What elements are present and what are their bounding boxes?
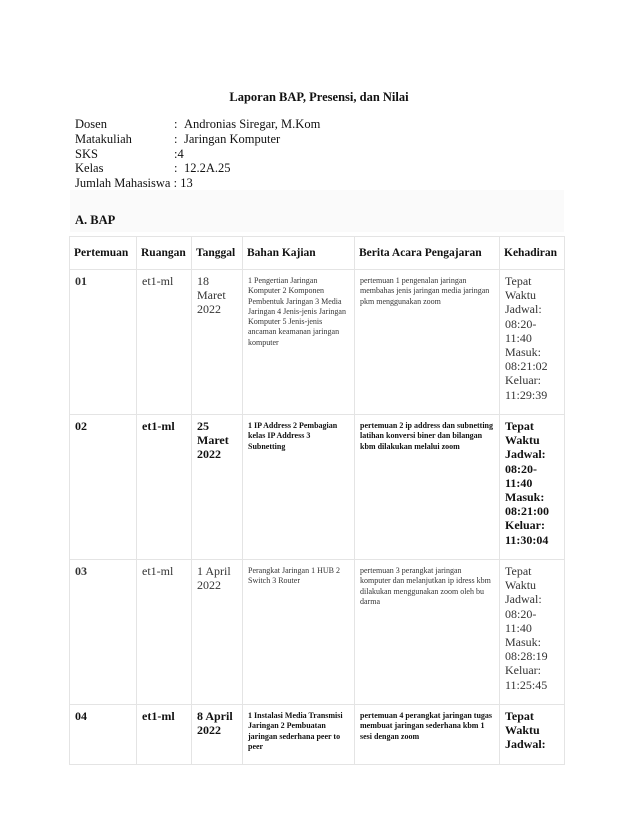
topic-cell: Perangkat Jaringan 1 HUB 2 Switch 3 Router bbox=[243, 560, 355, 705]
section-band bbox=[70, 190, 564, 232]
minutes-cell: pertemuan 3 perangkat jaringan komputer dan melanjutkan ip idress kbm dilakukan menggunakan zoom oleh bu darma bbox=[355, 560, 500, 705]
info-separator: : bbox=[174, 131, 178, 146]
section-title: A. BAP bbox=[75, 213, 116, 227]
column-header-room: Ruangan bbox=[137, 237, 192, 270]
info-value: 4 bbox=[177, 146, 184, 161]
room-cell: et1-ml bbox=[137, 560, 192, 705]
table-row bbox=[70, 705, 565, 765]
meeting-number: 03 bbox=[70, 560, 137, 705]
minutes-cell: pertemuan 4 perangkat jaringan tugas membuat jaringan sederhana kbm 1 sesi dengan zoom bbox=[355, 705, 500, 765]
minutes-cell: pertemuan 1 pengenalan jaringan membahas jenis jaringan media jaringan pkm menggunakan zoom bbox=[355, 270, 500, 415]
topic-cell: 1 IP Address 2 Pembagian kelas IP Address 3 Subnetting bbox=[243, 415, 355, 560]
meeting-number: 02 bbox=[70, 415, 137, 560]
date-cell: 8 April 2022 bbox=[192, 705, 243, 765]
column-header-attendance: Kehadiran bbox=[500, 237, 565, 270]
room-cell: et1-ml bbox=[137, 705, 192, 765]
info-label: Dosen bbox=[75, 117, 107, 131]
info-value: Jaringan Komputer bbox=[184, 131, 281, 146]
table-row bbox=[70, 415, 565, 560]
info-row-credits bbox=[75, 147, 320, 162]
bap-table bbox=[69, 236, 565, 765]
attendance-cell: Tepat Waktu Jadwal: bbox=[500, 705, 565, 765]
meeting-number: 01 bbox=[70, 270, 137, 415]
attendance-cell: Tepat Waktu Jadwal: 08:20-11:40 Masuk: 08:28:19 Keluar: 11:25:45 bbox=[500, 560, 565, 705]
info-row-lecturer bbox=[75, 117, 320, 132]
topic-cell: 1 Pengertian Jaringan Komputer 2 Komponen Pembentuk Jaringan 3 Media Jaringan 4 Jenis-jenis Jaringan Komputer 5 Jenis-jenis ancaman keamanan jaringan komputer bbox=[243, 270, 355, 415]
meeting-number: 04 bbox=[70, 705, 137, 765]
room-cell: et1-ml bbox=[137, 270, 192, 415]
column-header-topic: Bahan Kajian bbox=[243, 237, 355, 270]
table-row bbox=[70, 560, 565, 705]
date-cell: 18 Maret 2022 bbox=[192, 270, 243, 415]
table-row bbox=[70, 270, 565, 415]
info-separator: : bbox=[174, 146, 178, 161]
minutes-cell: pertemuan 2 ip address dan subnetting latihan konversi biner dan bilangan kbm dilakukan melalui zoom bbox=[355, 415, 500, 560]
column-header-meeting: Pertemuan bbox=[70, 237, 137, 270]
info-row-students bbox=[75, 176, 320, 191]
date-cell: 25 Maret 2022 bbox=[192, 415, 243, 560]
course-info bbox=[75, 117, 320, 191]
info-label: SKS bbox=[75, 146, 98, 161]
date-cell: 1 April 2022 bbox=[192, 560, 243, 705]
info-row-class bbox=[75, 161, 320, 176]
column-header-date: Tanggal bbox=[192, 237, 243, 270]
info-value: 13 bbox=[180, 176, 193, 191]
info-label: Matakuliah bbox=[75, 131, 132, 146]
info-row-course bbox=[75, 132, 320, 147]
info-separator: : bbox=[173, 176, 178, 191]
info-label: Kelas bbox=[75, 161, 104, 176]
attendance-cell: Tepat Waktu Jadwal: 08:20-11:40 Masuk: 08:21:02 Keluar: 11:29:39 bbox=[500, 270, 565, 415]
table-header-row bbox=[70, 237, 565, 270]
topic-cell: 1 Instalasi Media Transmisi Jaringan 2 Pembuatan jaringan sederhana peer to peer bbox=[243, 705, 355, 765]
column-header-minutes: Berita Acara Pengajaran bbox=[355, 237, 500, 270]
info-value: 12.2A.25 bbox=[184, 161, 231, 176]
info-separator: : bbox=[174, 161, 178, 176]
info-separator: : bbox=[174, 117, 178, 131]
report-title: Laporan BAP, Presensi, dan Nilai bbox=[229, 90, 409, 104]
info-label: Jumlah Mahasiswa bbox=[75, 176, 171, 191]
room-cell: et1-ml bbox=[137, 415, 192, 560]
attendance-cell: Tepat Waktu Jadwal: 08:20-11:40 Masuk: 08:21:00 Keluar: 11:30:04 bbox=[500, 415, 565, 560]
info-value: Andronias Siregar, M.Kom bbox=[184, 117, 321, 131]
